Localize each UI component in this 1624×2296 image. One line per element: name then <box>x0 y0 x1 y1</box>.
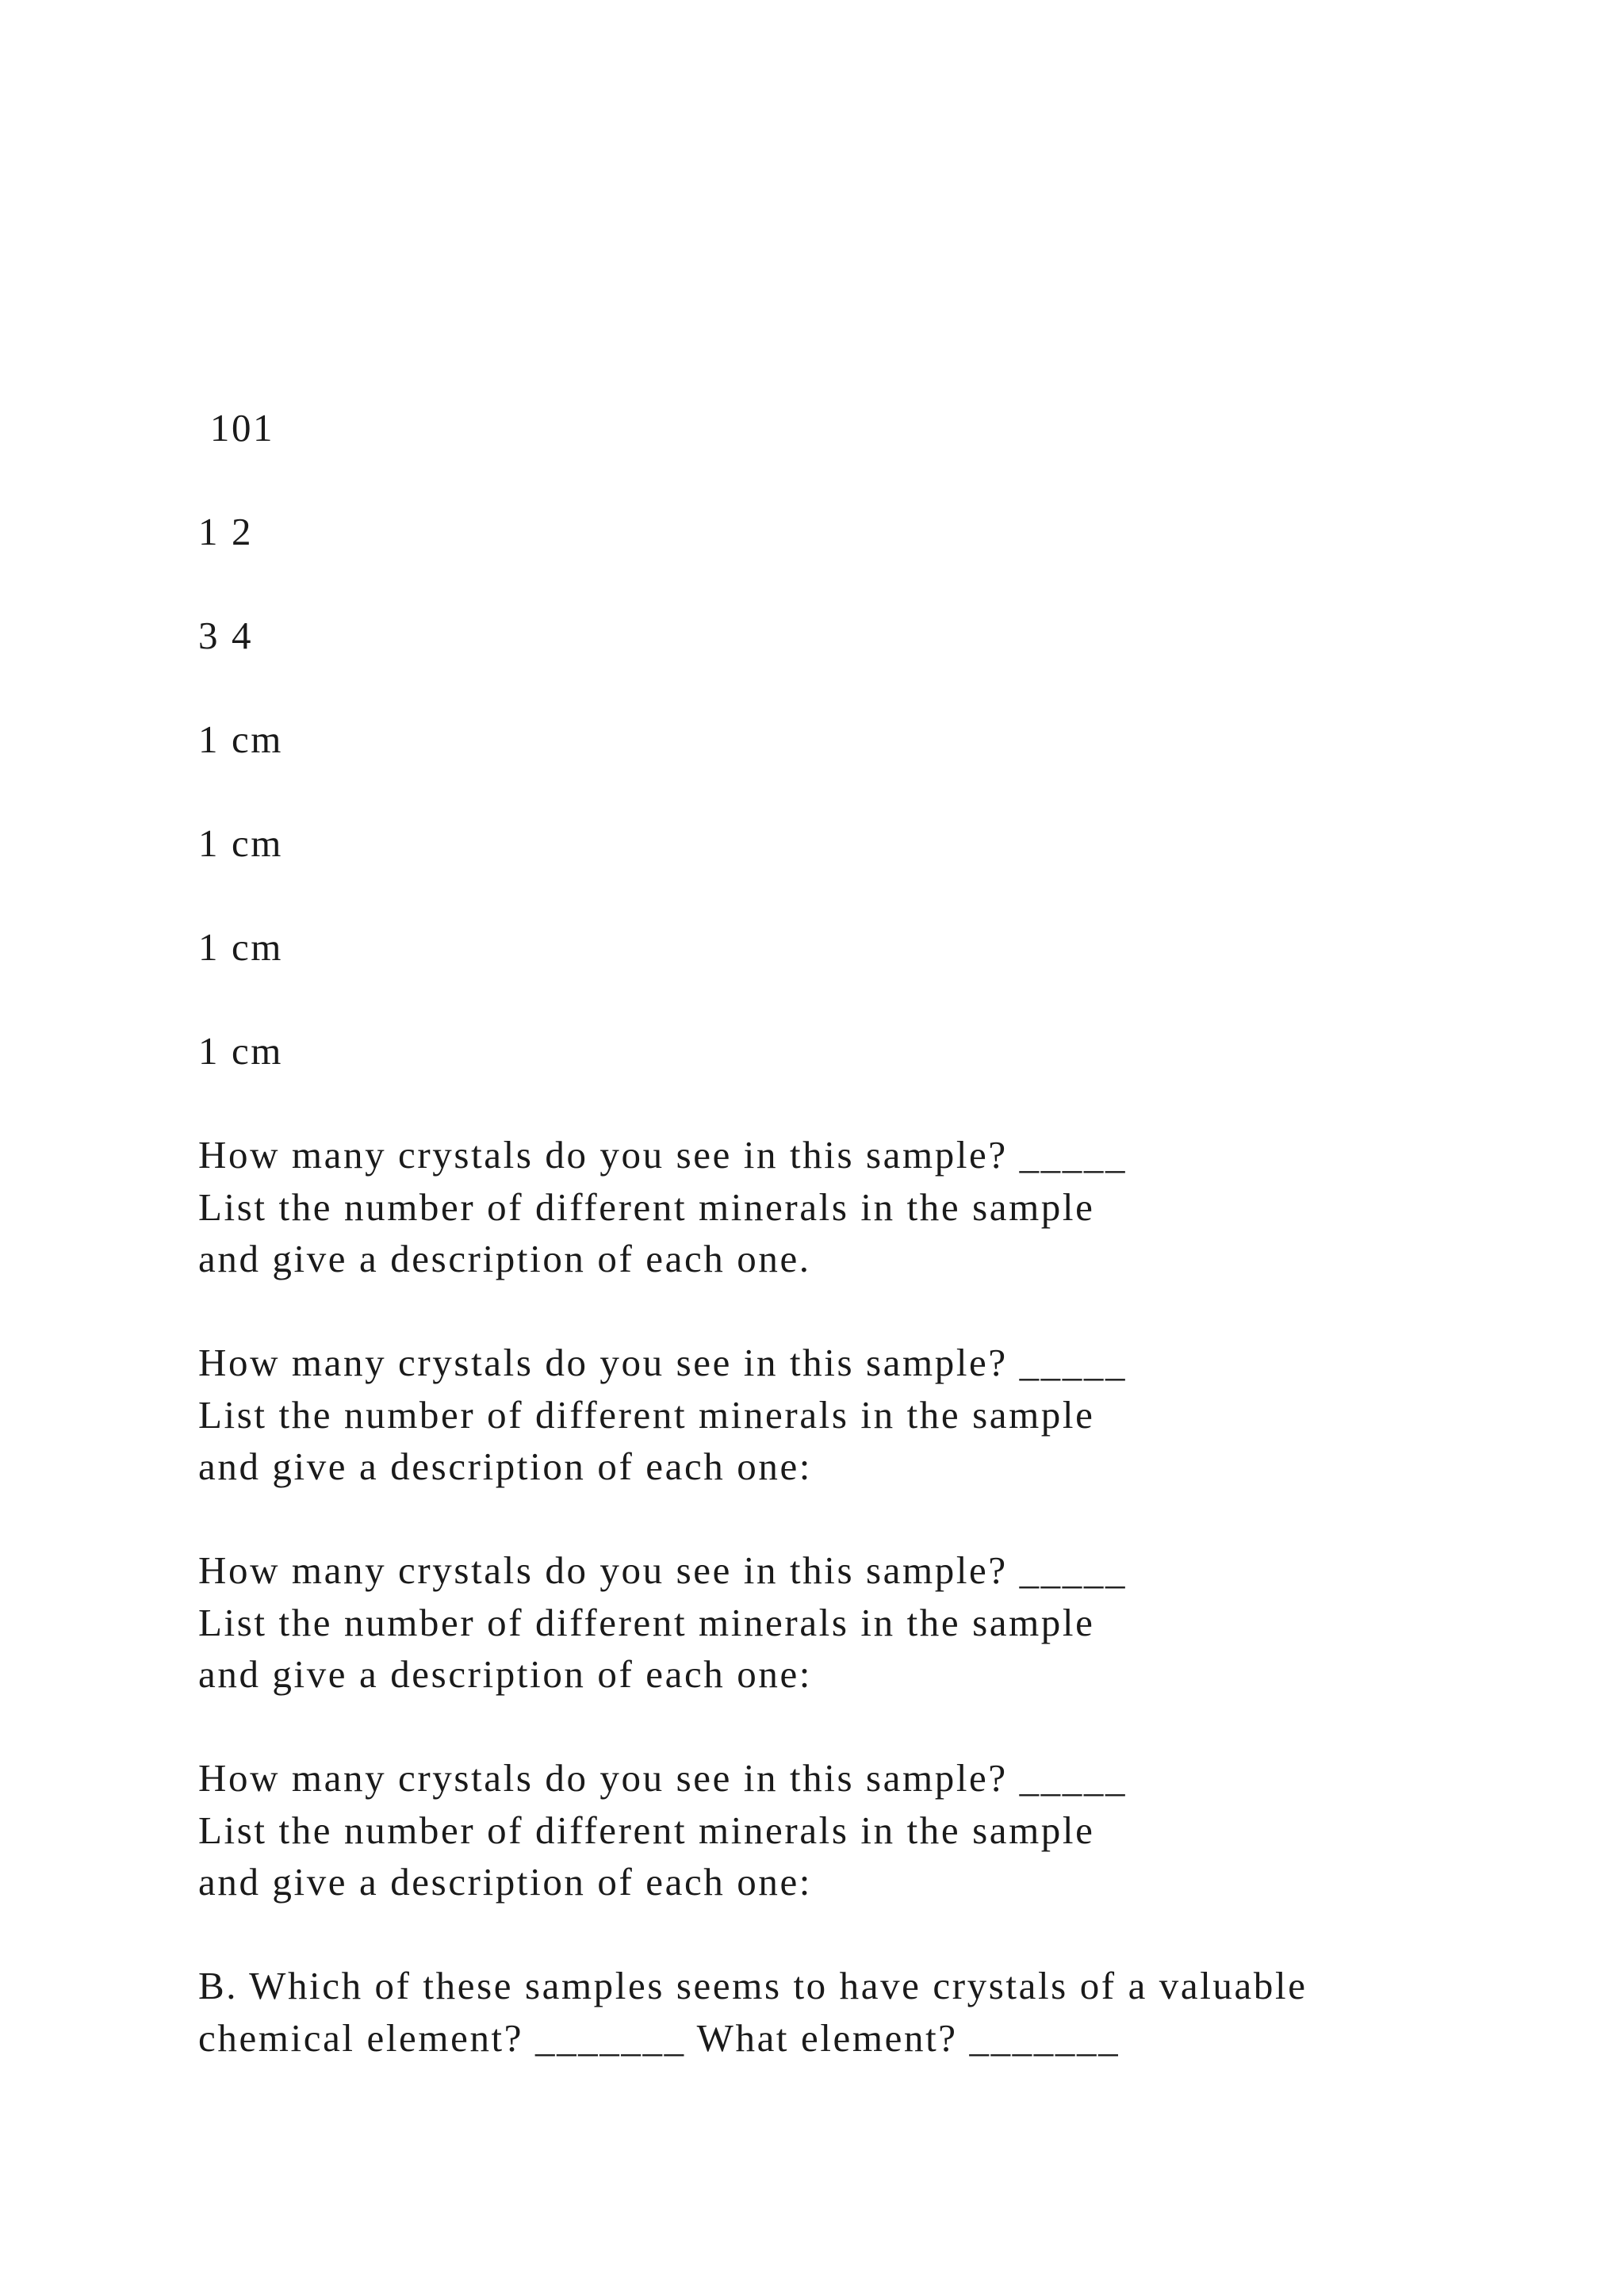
question-description: and give a description of each one: <box>198 1652 813 1696</box>
figure-label-row-2: 3 4 <box>198 614 254 657</box>
spacer <box>198 1908 1546 1961</box>
question-b-block <box>198 1960 1546 2064</box>
spacer <box>198 1701 1546 1753</box>
spacer <box>198 454 1546 507</box>
question-b-line-2: chemical element? _______ What element? _______ <box>198 2015 1120 2060</box>
document-body <box>198 402 1546 2064</box>
spacer <box>198 662 1546 714</box>
spacer <box>198 1493 1546 1545</box>
question-crystal-count: How many crystals do you see in this sample? _____ <box>198 1756 1128 1800</box>
question-mineral-list: List the number of different minerals in the sample <box>198 1600 1095 1644</box>
question-crystal-count: How many crystals do you see in this sample? _____ <box>198 1133 1128 1177</box>
spacer <box>198 1285 1546 1337</box>
question-description: and give a description of each one. <box>198 1237 811 1280</box>
question-block-1 <box>198 1129 1546 1285</box>
question-block-4 <box>198 1752 1546 1908</box>
scale-label-1: 1 cm <box>198 718 284 761</box>
scale-label-2: 1 cm <box>198 821 284 865</box>
question-mineral-list: List the number of different minerals in the sample <box>198 1184 1095 1229</box>
question-block-3 <box>198 1544 1546 1701</box>
question-b-line-1: B. Which of these samples seems to have crystals of a valuable <box>198 1964 1308 2007</box>
spacer <box>198 974 1546 1026</box>
question-mineral-list: List the number of different minerals in the sample <box>198 1392 1095 1437</box>
question-mineral-list: List the number of different minerals in the sample <box>198 1808 1095 1852</box>
question-crystal-count: How many crystals do you see in this sample? _____ <box>198 1341 1128 1384</box>
question-description: and give a description of each one: <box>198 1445 813 1488</box>
question-crystal-count: How many crystals do you see in this sample? _____ <box>198 1548 1128 1592</box>
question-description: and give a description of each one: <box>198 1860 813 1904</box>
spacer <box>198 558 1546 610</box>
spacer <box>198 870 1546 922</box>
question-block-2 <box>198 1337 1546 1493</box>
page-number: 101 <box>198 406 275 450</box>
figure-label-row-1: 1 2 <box>198 510 254 553</box>
spacer <box>198 1077 1546 1130</box>
scale-label-3: 1 cm <box>198 925 284 969</box>
spacer <box>198 766 1546 818</box>
scale-label-4: 1 cm <box>198 1029 284 1073</box>
